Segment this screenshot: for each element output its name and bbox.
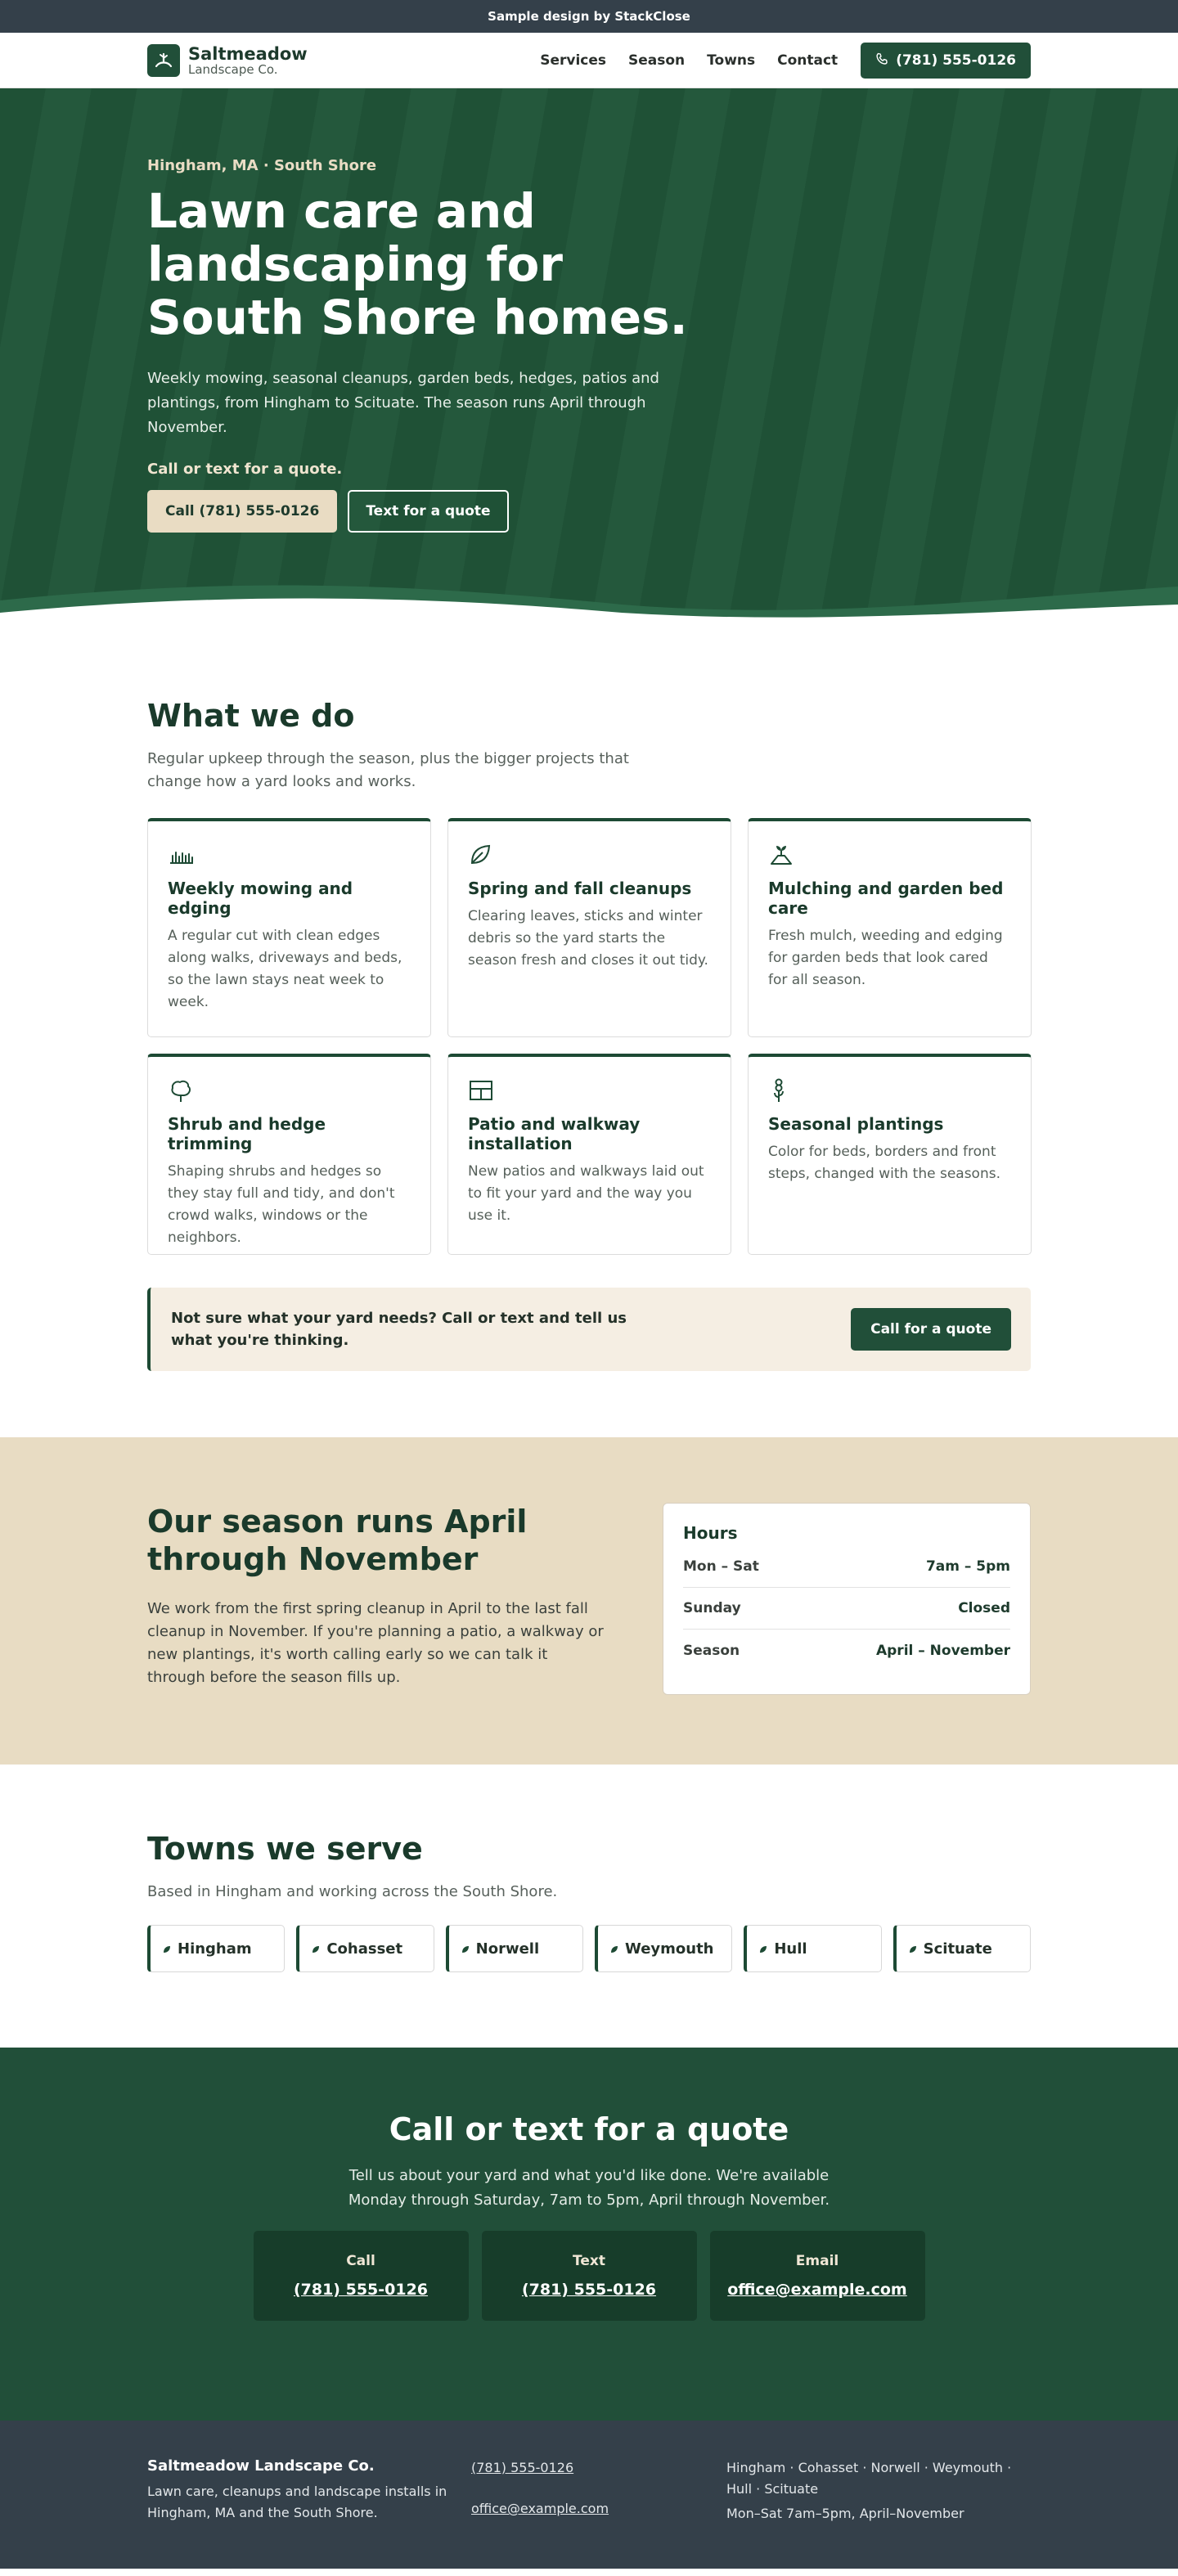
town-name: Cohasset (326, 1940, 403, 1958)
hero-text-button[interactable]: Text for a quote (348, 490, 508, 533)
leaf-icon (163, 1940, 171, 1958)
footer-phone-link[interactable]: (781) 555-0126 (471, 2460, 574, 2475)
hero-cta-line: Call or text for a quote. (147, 461, 343, 478)
town-chip (446, 1925, 583, 1972)
callout-call-button[interactable]: Call for a quote (851, 1308, 1011, 1351)
town-chip (893, 1925, 1031, 1972)
shrub-icon (168, 1077, 196, 1104)
hero-location: Hingham, MA · South Shore (147, 157, 377, 174)
brand-subtitle: Landscape Co. (188, 61, 278, 77)
site-header (0, 33, 1178, 88)
leaf-icon (610, 1940, 618, 1958)
leaf-icon (759, 1940, 767, 1958)
service-card (147, 1054, 431, 1255)
hours-day: Sunday (683, 1600, 741, 1616)
quote-callout (147, 1288, 1031, 1371)
contact-card-email (710, 2231, 925, 2321)
contact-description: Tell us about your yard and what you'd like done. We're available Monday through Saturday, 7am to 5pm, April through November. (348, 2167, 830, 2209)
callout-text: Not sure what your yard needs? Call or text and tell us what you're thinking. (171, 1310, 627, 1349)
towns-title: Towns we serve (147, 1831, 423, 1867)
banner-text: Sample design by StackClose (488, 9, 690, 24)
hours-value: April – November (875, 1642, 1010, 1659)
contact-card-call (254, 2231, 469, 2321)
contact-section (0, 2048, 1178, 2421)
contact-email-link[interactable]: office@example.com (727, 2281, 907, 2299)
hero-wave-divider (0, 580, 1178, 620)
service-card-title: Mulching and garden bed care (768, 879, 1004, 918)
hours-row (683, 1630, 1010, 1671)
grass-icon (168, 841, 196, 869)
hours-day: Season (683, 1642, 740, 1659)
footer-email-link[interactable]: office@example.com (471, 2501, 609, 2516)
service-card (147, 818, 431, 1037)
season-section (0, 1437, 1178, 1765)
hours-row (683, 1588, 1010, 1630)
town-chip (147, 1925, 285, 1972)
town-chip (595, 1925, 732, 1972)
hero-section (0, 88, 1178, 620)
town-chip (296, 1925, 434, 1972)
header-phone-button[interactable] (861, 43, 1031, 79)
hours-value: 7am – 5pm (925, 1558, 1010, 1575)
service-card-text: Color for beds, borders and front steps, changed with the seasons. (768, 1144, 1000, 1182)
brand-name: Saltmeadow (188, 43, 308, 64)
mulch-icon (768, 841, 796, 869)
services-title: What we do (147, 698, 355, 734)
leaf-icon (461, 1940, 470, 1958)
flower-icon (768, 1077, 796, 1104)
site-footer (0, 2421, 1178, 2569)
nav-link-season[interactable]: Season (628, 52, 686, 69)
service-card-title: Spring and fall cleanups (468, 879, 692, 898)
leaf-icon (312, 1940, 320, 1958)
contact-cards (0, 2231, 1178, 2321)
town-name: Scituate (923, 1940, 992, 1958)
nav-link-contact[interactable]: Contact (777, 52, 839, 69)
footer-hours: Mon–Sat 7am–5pm, April–November (726, 2506, 964, 2521)
demo-banner (0, 0, 1178, 33)
main-nav (540, 43, 1031, 79)
service-card-title: Shrub and hedge trimming (168, 1114, 326, 1153)
service-card-text: Fresh mulch, weeding and edging for garden beds that look cared for all season. (768, 928, 1003, 988)
patio-icon (468, 1077, 496, 1104)
services-lead: Regular upkeep through the season, plus the bigger projects that change how a yard looks and works. (147, 750, 629, 790)
footer-company-name: Saltmeadow Landscape Co. (147, 2457, 375, 2475)
service-card-title: Weekly mowing and edging (168, 879, 353, 918)
nav-link-services[interactable]: Services (540, 52, 607, 69)
hours-row (683, 1546, 1010, 1588)
footer-description: Lawn care, cleanups and landscape installs in Hingham, MA and the South Shore. (147, 2484, 447, 2520)
service-card-title: Patio and walkway installation (468, 1114, 641, 1153)
contact-call-link[interactable]: (781) 555-0126 (293, 2281, 429, 2299)
contact-title: Call or text for a quote (389, 2111, 789, 2147)
town-name: Norwell (475, 1940, 540, 1958)
leaf-icon (468, 841, 496, 869)
towns-section (0, 1765, 1178, 2048)
service-card (748, 1054, 1032, 1255)
towns-lead: Based in Hingham and working across the South Shore. (147, 1883, 558, 1900)
service-card-text: New patios and walkways laid out to fit your yard and the way you use it. (468, 1163, 704, 1224)
service-card (447, 818, 731, 1037)
contact-card-label: Text (573, 2253, 605, 2269)
town-name: Hull (774, 1940, 807, 1958)
leaf-icon (909, 1940, 917, 1958)
service-card-title: Seasonal plantings (768, 1114, 944, 1134)
contact-card-label: Email (795, 2253, 839, 2269)
hours-day: Mon – Sat (683, 1558, 759, 1575)
season-title: Our season runs April through November (147, 1504, 528, 1577)
tree-logo-icon (147, 44, 180, 77)
nav-link-towns[interactable]: Towns (707, 52, 756, 69)
service-cards (147, 818, 1031, 1255)
hours-card (663, 1503, 1031, 1695)
service-card (748, 818, 1032, 1037)
services-section (0, 620, 1178, 1371)
hero-description: Weekly mowing, seasonal cleanups, garden beds, hedges, patios and plantings, from Hingham to Scituate. The season runs April through November. (147, 370, 659, 436)
town-name: Weymouth (624, 1940, 714, 1958)
brand-logo-link[interactable] (147, 44, 308, 77)
contact-text-link[interactable]: (781) 555-0126 (521, 2281, 657, 2299)
service-card-text: Shaping shrubs and hedges so they stay full and tidy, and don't crowd walks, windows or the neighbors. (168, 1163, 395, 1246)
header-phone-label: (781) 555-0126 (896, 52, 1016, 69)
phone-icon (875, 52, 888, 70)
contact-card-text (482, 2231, 697, 2321)
contact-card-label: Call (346, 2253, 375, 2269)
season-text: We work from the first spring cleanup in April to the last fall cleanup in November. If you're planning a patio, a walkway or new plantings, it's worth calling early so we can talk it through before the season fills up. (147, 1600, 604, 1686)
footer-towns: Hingham · Cohasset · Norwell · Weymouth · Hull · Scituate (726, 2460, 1012, 2497)
hero-call-button[interactable]: Call (781) 555-0126 (147, 490, 337, 533)
town-list (147, 1925, 1031, 1972)
town-name: Hingham (178, 1940, 252, 1958)
service-card-text: A regular cut with clean edges along walks, driveways and beds, so the lawn stays neat week to week. (168, 928, 402, 1010)
service-card (447, 1054, 731, 1255)
town-chip (744, 1925, 881, 1972)
hours-value: Closed (958, 1600, 1010, 1616)
hours-title: Hours (683, 1523, 738, 1543)
hero-title: Lawn care and landscaping for South Shore homes. (147, 183, 688, 345)
service-card-text: Clearing leaves, sticks and winter debris so the yard starts the season fresh and closes it out tidy. (468, 908, 708, 969)
